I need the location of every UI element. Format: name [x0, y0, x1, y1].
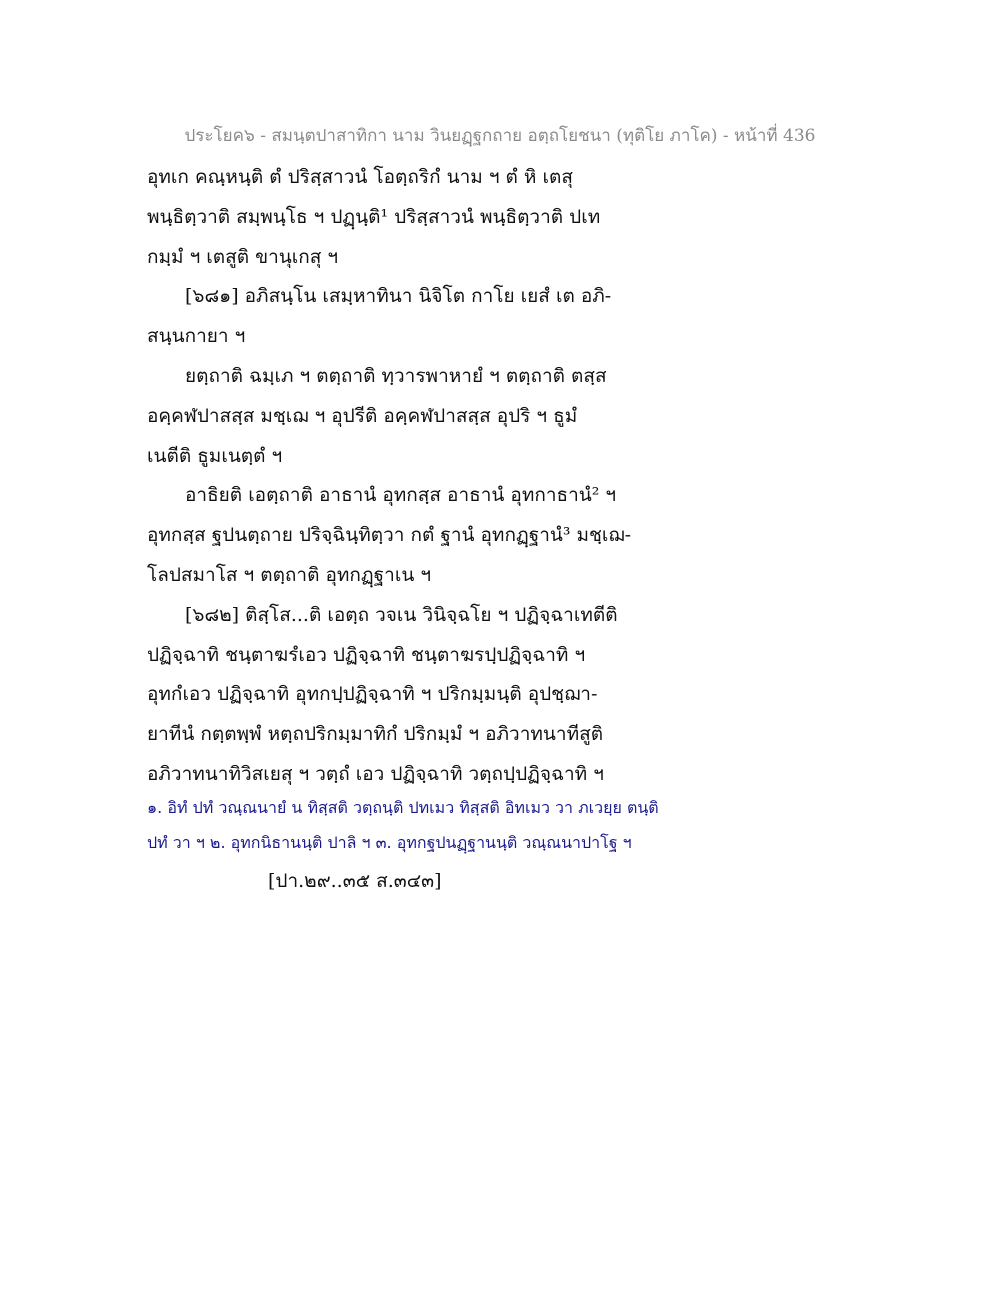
footnote-line: ๑. อิทํ ปทํ วณฺณนายํ น ทิสฺสติ วตฺถนฺติ ปทเมว ทิสฺสติ อิทเมว วา ภเวยฺย ตนฺติ [147, 798, 659, 817]
text-line: [๖๘๑] อภิสนฺโน เสมฺหาทินา นิจิโต กาโย เยสํ เต อภิ- [185, 285, 612, 308]
text-line: อภิวาทนาทิวิสเยสุ ฯ วตฺถํ เอว ปฏิจฺฉาทิ วตฺถปฺปฏิจฺฉาทิ ฯ [147, 762, 604, 785]
footnotes [147, 790, 867, 860]
footnote-line: ปทํ วา ฯ ๒. อุทกนิธานนฺติ ปาลิ ฯ ๓. อุทกฐปนฏฺฐานนฺติ วณฺณนาปาโฐ ฯ [147, 833, 632, 852]
text-line: โลปสมาโส ฯ ตตฺถาติ อุทกฏฺฐาเน ฯ [147, 563, 432, 586]
text-line: อาธิยติ เอตฺถาติ อาธานํ อุทกสฺส อาธานํ อุทกาธานํ² ฯ [185, 484, 617, 507]
text-line: ปฏิจฺฉาทิ ชนฺตาฆรํเอว ปฏิจฺฉาทิ ชนฺตาฆรปฺปฏิจฺฉาทิ ฯ [147, 643, 586, 666]
text-line: อุทกสฺส ฐปนตฺถาย ปริจฺฉินฺทิตฺวา กตํ ฐานํ อุทกฏฺฐานํ³ มชฺเฌ- [147, 524, 632, 547]
text-line: ยาทีนํ กตฺตพฺพํ หตฺถปริกมฺมาทิกํ ปริกมฺมํ ฯ อภิวาทนาทีสูติ [147, 723, 604, 746]
text-line: [๖๘๒] ติสฺโส...ติ เอตฺถ วจเน วินิจฺฉโย ฯ ปฏิจฺฉาเทตีติ [185, 603, 618, 626]
text-line: ยตฺถาติ ฉมฺเภ ฯ ตตฺถาติ ทฺวารพาหายํ ฯ ตตฺถาติ ตสฺส [185, 364, 607, 387]
text-line: กมฺมํ ฯ เตสูติ ขานุเกสุ ฯ [147, 245, 339, 268]
page-reference: [ปา.๒๙..๓๕ ส.๓๔๓] [268, 870, 442, 892]
body-text [147, 158, 867, 795]
text-line: อุทเก คณฺหนฺติ ตํ ปริสฺสาวนํ โอตฺถริกํ นาม ฯ ตํ หิ เตสุ [147, 166, 573, 188]
text-line: อุทกํเอว ปฏิจฺฉาทิ อุทกปฺปฏิจฺฉาทิ ฯ ปริกมฺมนฺติ อุปชฺฌา- [147, 683, 598, 706]
text-line: เนตีติ ธูมเนตฺตํ ฯ [147, 444, 283, 467]
page-header: ประโยค๖ - สมนฺตปาสาทิกา นาม วินยฏฺฐกถาย อตฺถโยชนา (ทุติโย ภาโค) - หน้าที่ 436 [184, 126, 816, 146]
text-line: สนฺนกายา ฯ [147, 325, 246, 348]
text-line: พนฺธิตฺวาติ สมฺพนฺโธ ฯ ปฏฺนฺติ¹ ปริสฺสาวนํ พนฺธิตฺวาติ ปเท [147, 205, 601, 228]
text-line: อคฺคฬปาสสฺส มชฺเฌ ฯ อุปรีติ อคฺคฬปาสสฺส อุปริ ฯ ธูมํ [147, 404, 578, 427]
